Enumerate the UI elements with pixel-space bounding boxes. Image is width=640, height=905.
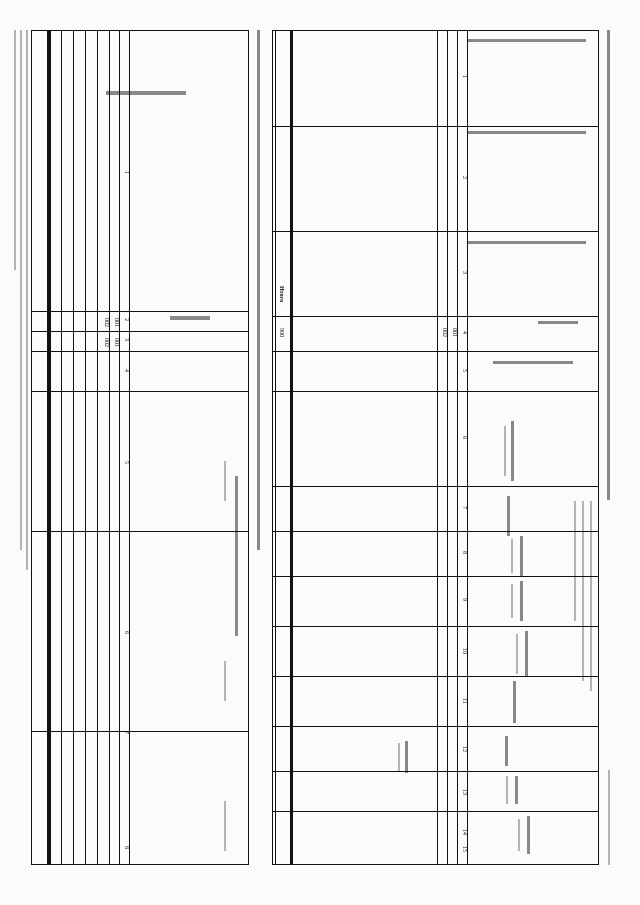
header-col7-label <box>507 496 510 536</box>
section-title-line <box>607 30 610 500</box>
header-col2-label <box>468 131 586 134</box>
t2-col-num-5: 5 <box>123 461 129 464</box>
header-col15-label-b <box>398 743 400 771</box>
col-number-rule <box>467 31 468 864</box>
main-table <box>272 30 599 865</box>
col-divider-7 <box>273 531 598 532</box>
t2-row-002-rule <box>109 31 110 864</box>
secondary-table <box>31 30 249 865</box>
table2-title-line <box>257 30 260 550</box>
col-divider-12 <box>273 771 598 772</box>
total-rule-top <box>290 31 293 864</box>
t2-col-divider-1 <box>32 311 248 312</box>
total-rule-bottom <box>275 31 276 864</box>
t2-col-number-rule <box>129 31 130 864</box>
col-divider-11 <box>273 726 598 727</box>
header-col13-label-a <box>515 776 518 804</box>
t2-header-label-1 <box>106 91 186 95</box>
t2-col-num-8: 8 <box>123 846 129 849</box>
header-col15-label-a <box>405 741 408 773</box>
col-num-7: 7 <box>461 506 467 509</box>
col-divider-2 <box>273 231 598 232</box>
col-divider-13 <box>273 811 598 812</box>
header-col4-label <box>538 321 578 324</box>
col-divider-1 <box>273 126 598 127</box>
header-col14-label-b <box>518 819 520 851</box>
group-header-label <box>590 501 592 691</box>
col-divider-9 <box>273 626 598 627</box>
t2-sub-label-3 <box>224 801 226 851</box>
t2-small-code-2: 001 <box>113 338 119 347</box>
t2-row-006-rule <box>61 31 62 864</box>
header-col1-label <box>468 39 586 42</box>
form-code <box>608 770 610 865</box>
header-col6-label-b <box>504 426 506 476</box>
col-divider-3 <box>273 316 598 317</box>
col-num-14: 14 <box>461 829 467 835</box>
header-col10-label-b <box>516 634 518 674</box>
col-num-5: 5 <box>461 369 467 372</box>
col-num-8: 8 <box>461 551 467 554</box>
col-num-11: 11 <box>461 698 467 704</box>
subgroup-header-label-b <box>574 501 576 621</box>
t2-col-divider-4 <box>32 391 248 392</box>
row-code-002: 002 <box>441 328 447 337</box>
t2-group-label <box>235 476 238 636</box>
col-num-13: 13 <box>461 789 467 795</box>
col-divider-10 <box>273 676 598 677</box>
t2-col-num-6: 6 <box>123 631 129 634</box>
t2-row-005-rule <box>73 31 74 864</box>
t2-sub-label-1 <box>224 461 226 501</box>
col-num-3: 3 <box>461 271 467 274</box>
header-col9-label-b <box>511 584 513 618</box>
t2-row-001-rule <box>119 31 120 864</box>
t2-row-code-002: 002 <box>103 318 109 327</box>
t2-sub-label-2 <box>224 661 226 701</box>
header-col8-label-b <box>511 539 513 573</box>
t2-col-num-4: 4 <box>123 369 129 372</box>
total-label: Итого <box>278 286 284 303</box>
col-divider-5 <box>273 391 598 392</box>
col-divider-4 <box>273 351 598 352</box>
col-num-10: 10 <box>461 648 467 654</box>
t2-col-divider-2 <box>32 331 248 332</box>
col-num-1: 1 <box>461 75 467 78</box>
col-num-12: 12 <box>461 746 467 752</box>
t2-row-code-001: 001 <box>113 318 119 327</box>
t2-col-num-7: 7 <box>123 731 129 734</box>
header-col3-label <box>468 241 586 244</box>
row-code-001: 001 <box>451 328 457 337</box>
col-num-15: 15 <box>461 846 467 852</box>
data-top-rule <box>457 31 458 864</box>
t2-col-num-1: 1 <box>123 171 129 174</box>
header-col6-label-a <box>511 421 514 481</box>
subgroup-header-label-a <box>582 501 584 681</box>
col-divider-8 <box>273 576 598 577</box>
header-col8-label-a <box>520 536 523 576</box>
header-col12-label <box>505 736 508 766</box>
t2-bottom-rule <box>47 31 51 864</box>
t2-col-divider-3 <box>32 351 248 352</box>
header-col10-label-a <box>525 631 528 677</box>
t2-col-divider-5 <box>32 531 248 532</box>
row-001-rule <box>447 31 448 864</box>
t2-row-003-rule <box>97 31 98 864</box>
col-divider-6 <box>273 486 598 487</box>
header-col13-label-b <box>506 776 508 804</box>
t2-header-label-2 <box>170 316 210 320</box>
header-col14-label-a <box>527 816 530 854</box>
header-col5-label <box>493 361 573 364</box>
header-col11-label <box>513 681 516 723</box>
col-num-6: 6 <box>461 436 467 439</box>
footnote-line-1 <box>26 30 28 570</box>
t2-col-divider-6 <box>32 731 248 732</box>
t2-small-code-1: 002 <box>103 338 109 347</box>
col-num-4: 4 <box>461 331 467 334</box>
t2-col-num-3: 3 <box>123 338 129 341</box>
col-num-2: 2 <box>461 176 467 179</box>
t2-col-num-2: 2 <box>123 318 129 321</box>
header-col9-label-a <box>520 581 523 621</box>
row-002-rule <box>437 31 438 864</box>
footnote-line-2 <box>20 30 22 550</box>
t2-row-004-rule <box>85 31 86 864</box>
footnote-line-3 <box>14 30 16 270</box>
col-num-9: 9 <box>461 598 467 601</box>
total-code: 900 <box>278 328 284 337</box>
